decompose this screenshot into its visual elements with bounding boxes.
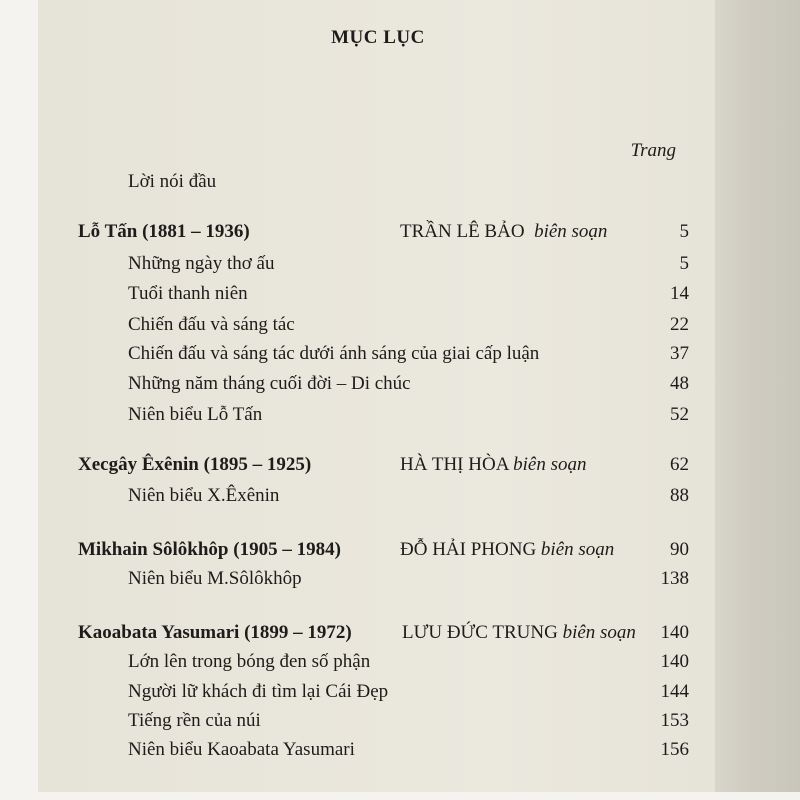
page-number: 140 (660, 651, 689, 672)
toc-entry (0, 708, 800, 734)
toc-author-entry (0, 620, 800, 646)
toc-author-entry (0, 537, 800, 563)
entry-label: Tuổi thanh niên (128, 283, 248, 304)
page-number: 140 (660, 622, 689, 643)
entry-label: Niên biểu Lỗ Tấn (128, 404, 263, 425)
page-number: 52 (670, 404, 689, 425)
editor-credit (400, 219, 607, 245)
page-number: 5 (679, 221, 689, 242)
entry-label: Những ngày thơ ấu (128, 253, 275, 274)
page-number: 90 (670, 539, 689, 560)
toc-entry (0, 281, 800, 307)
page-number: 144 (660, 681, 689, 702)
editor-credit (400, 537, 614, 563)
entry-label: Chiến đấu và sáng tác dưới ánh sáng của giai cấp luận (128, 343, 540, 364)
toc-author-entry (0, 219, 800, 245)
entry-label: Chiến đấu và sáng tác (128, 314, 295, 335)
entry-label: Niên biểu Kaoabata Yasumari (128, 739, 355, 760)
author-name: Kaoabata Yasumari (1899 – 1972) (78, 622, 352, 643)
editor-name: ĐỖ HẢI PHONG (400, 539, 537, 560)
toc-entry (0, 251, 800, 277)
editor-name: LƯU ĐỨC TRUNG (402, 622, 558, 643)
editor-name: TRẦN LÊ BẢO (400, 221, 525, 242)
toc-entry-preface (0, 169, 800, 195)
page-number: 138 (660, 568, 689, 589)
page-number: 156 (660, 739, 689, 760)
entry-label: Niên biểu X.Êxênin (128, 485, 280, 506)
author-name: Mikhain Sôlôkhôp (1905 – 1984) (78, 539, 341, 560)
page-title: MỤC LỤC (331, 27, 425, 48)
entry-label: Niên biểu M.Sôlôkhôp (128, 568, 302, 589)
page-number: 62 (670, 454, 689, 475)
page-number: 37 (670, 343, 689, 364)
entry-label: Tiếng rền của núi (128, 710, 261, 731)
toc-entry (0, 737, 800, 763)
page-number: 14 (670, 283, 689, 304)
toc-entry (0, 679, 800, 705)
editor-role: biên soạn (513, 454, 587, 475)
entry-label: Người lữ khách đi tìm lại Cái Đẹp (128, 681, 389, 702)
editor-credit (400, 452, 586, 478)
entry-label: Lớn lên trong bóng đen số phận (128, 651, 371, 672)
toc-entry (0, 566, 800, 592)
author-name: Xecgây Êxênin (1895 – 1925) (78, 454, 312, 475)
editor-name: HÀ THỊ HÒA (400, 454, 509, 475)
toc-entry (0, 371, 800, 397)
toc-author-entry (0, 452, 800, 478)
toc-entry (0, 402, 800, 428)
author-name: Lỗ Tấn (1881 – 1936) (78, 221, 250, 242)
editor-credit (402, 620, 636, 646)
editor-role: biên soạn (534, 221, 608, 242)
editor-role: biên soạn (562, 622, 636, 643)
toc-entry (0, 649, 800, 675)
page-number: 88 (670, 485, 689, 506)
page-number: 153 (660, 710, 689, 731)
editor-role: biên soạn (540, 539, 615, 560)
page-number: 22 (670, 314, 689, 335)
toc-entry (0, 341, 800, 367)
page-number: 5 (679, 253, 689, 274)
page-number: 48 (670, 373, 689, 394)
toc-entry (0, 312, 800, 338)
page-column-header: Trang (630, 140, 676, 161)
entry-label: Những năm tháng cuối đời – Di chúc (128, 373, 411, 394)
toc-entry (0, 483, 800, 509)
entry-label: Lời nói đầu (128, 171, 217, 192)
